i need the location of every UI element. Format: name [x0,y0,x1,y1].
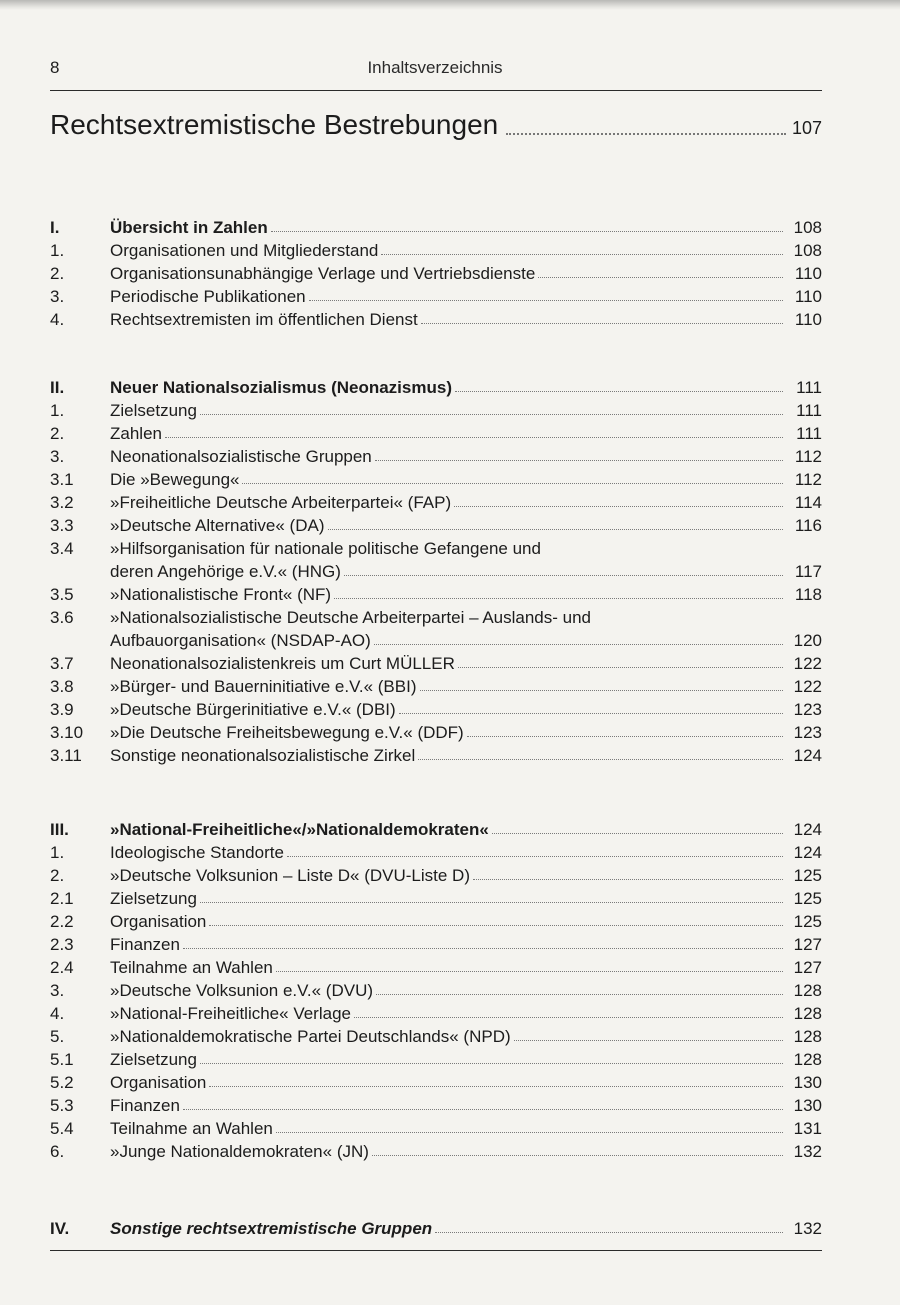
dot-leader [454,506,783,507]
entry-title: »National-Freiheitliche«/»Nationaldemokraten« [110,820,489,839]
toc-entry[interactable] [50,513,822,536]
entry-title-continued: Aufbauorganisation« (NSDAP-AO) [110,631,371,650]
toc-entry[interactable] [50,909,822,932]
running-title: Inhaltsverzeichnis [367,58,503,77]
entry-page: 124 [793,843,822,862]
dot-leader [467,736,783,737]
entry-number: IV. [50,1219,70,1238]
entry-title: »Nationalsozialistische Deutsche Arbeiterpartei – Auslands- und [110,608,591,627]
toc-entry[interactable] [50,743,822,766]
toc-entry[interactable] [50,582,822,605]
entry-title: Neonationalsozialistische Gruppen [110,447,372,466]
entry-number: 3.3 [50,516,74,535]
scan-edge [0,0,900,10]
entry-number: 3.7 [50,654,74,673]
entry-page: 127 [793,958,822,977]
entry-title: Teilnahme an Wahlen [110,1119,273,1138]
entry-number: 3. [50,981,65,1000]
entry-page: 112 [794,470,822,489]
toc-entry[interactable] [50,932,822,955]
entry-title: Finanzen [110,935,180,954]
dot-leader [458,667,783,668]
toc-entry[interactable] [50,1024,822,1047]
entry-page: 125 [793,889,822,908]
main-entry-page: 107 [791,118,822,138]
entry-number: 3.11 [50,746,82,765]
entry-number: 3. [50,287,65,306]
dot-leader [165,437,783,438]
toc-section-4 [50,1216,822,1239]
entry-page: 124 [793,820,822,839]
entry-page: 122 [793,654,822,673]
entry-page: 112 [794,447,822,466]
entry-number: 5.2 [50,1073,74,1092]
dot-leader [506,133,786,135]
toc-entry[interactable] [50,651,822,674]
entry-page: 130 [793,1096,822,1115]
entry-title-continued: deren Angehörige e.V.« (HNG) [110,562,341,581]
entry-page: 128 [793,1004,822,1023]
dot-leader [200,414,783,415]
toc-entry-continuation[interactable] [50,628,822,651]
toc-entry[interactable] [50,886,822,909]
toc-entry[interactable] [50,863,822,886]
toc-section-3 [50,817,822,1162]
toc-section-1 [50,215,822,330]
entry-title: Zielsetzung [110,401,197,420]
toc-entry[interactable] [50,1047,822,1070]
entry-number: 6. [50,1142,65,1161]
dot-leader [374,644,783,645]
dot-leader [421,323,783,324]
entry-page: 108 [793,218,822,237]
toc-entry[interactable] [50,720,822,743]
entry-page: 123 [793,700,822,719]
entry-title: Organisation [110,912,207,931]
toc-entry[interactable] [50,238,822,261]
toc-main-entry[interactable] [50,105,822,145]
entry-title: Organisationen und Mitgliederstand [110,241,379,260]
dot-leader [200,1063,783,1064]
entry-title: »Hilfsorganisation für nationale politische Gefangene und [110,539,541,558]
entry-number: 2. [50,424,65,443]
entry-page: 132 [793,1142,822,1161]
entry-title: Zahlen [110,424,162,443]
entry-number: 3. [50,447,65,466]
dot-leader [418,759,783,760]
entry-page: 130 [793,1073,822,1092]
entry-number: 1. [50,843,65,862]
entry-number: II. [50,378,65,397]
entry-page: 124 [793,746,822,765]
dot-leader [183,1109,783,1110]
entry-number: 2.4 [50,958,74,977]
toc-entry[interactable] [50,605,822,628]
entry-title: »Junge Nationaldemokraten« (JN) [110,1142,369,1161]
dot-leader [276,971,783,972]
entry-page: 122 [793,677,822,696]
dot-leader [344,575,783,576]
toc-section-heading[interactable] [50,1216,822,1239]
entry-title: »Deutsche Volksunion e.V.« (DVU) [110,981,374,1000]
entry-title: »Deutsche Alternative« (DA) [110,516,325,535]
entry-title: Sonstige neonationalsozialistische Zirkel [110,746,416,765]
entry-page: 125 [793,912,822,931]
entry-title: Ideologische Standorte [110,843,284,862]
entry-title: »Deutsche Volksunion – Liste D« (DVU-Liste D) [110,866,470,885]
entry-page: 132 [793,1219,822,1238]
toc-entry[interactable] [50,284,822,307]
entry-page: 120 [793,631,822,650]
entry-page: 128 [793,1027,822,1046]
entry-number: 2. [50,866,65,885]
dot-leader [381,254,783,255]
entry-page: 110 [794,264,822,283]
toc-entry[interactable] [50,955,822,978]
toc-entry[interactable] [50,1001,822,1024]
page-number: 8 [50,58,60,77]
entry-title: Neuer Nationalsozialismus (Neonazismus) [110,378,452,397]
toc-entry[interactable] [50,697,822,720]
dot-leader [372,1155,783,1156]
entry-page: 128 [793,1050,822,1069]
entry-number: 5.4 [50,1119,74,1138]
dot-leader [209,925,783,926]
dot-leader [399,713,783,714]
entry-number: 2.2 [50,912,74,931]
entry-title: Zielsetzung [110,889,197,908]
entry-title: Rechtsextremisten im öffentlichen Dienst [110,310,418,329]
entry-title: Die »Bewegung« [110,470,240,489]
entry-number: 1. [50,401,65,420]
entry-number: 3.4 [50,539,74,558]
entry-number: 3.6 [50,608,74,627]
entry-page: 118 [794,585,822,604]
entry-title: Neonationalsozialistenkreis um Curt MÜLLER [110,654,455,673]
entry-title: Periodische Publikationen [110,287,306,306]
dot-leader [420,690,784,691]
dot-leader [287,856,783,857]
entry-page: 131 [793,1119,822,1138]
entry-number: 5.1 [50,1050,74,1069]
toc-entry[interactable] [50,536,822,559]
entry-number: 4. [50,1004,65,1023]
toc-section-heading[interactable] [50,375,822,398]
entry-title: »Freiheitliche Deutsche Arbeiterpartei« (FAP) [110,493,452,512]
entry-title: Finanzen [110,1096,180,1115]
dot-leader [435,1232,783,1233]
entry-title: Sonstige rechtsextremistische Gruppen [110,1219,433,1238]
dot-leader [328,529,784,530]
toc-entry[interactable] [50,490,822,513]
dot-leader [200,902,783,903]
dot-leader [354,1017,783,1018]
dot-leader [376,994,783,995]
toc-section-heading[interactable] [50,215,822,238]
dot-leader [271,231,783,232]
entry-number: 3.9 [50,700,74,719]
entry-number: 3.10 [50,723,84,742]
entry-number: I. [50,218,60,237]
toc-entry[interactable] [50,421,822,444]
dot-leader [538,277,783,278]
entry-page: 110 [794,287,822,306]
entry-page: 117 [794,562,822,581]
entry-title: »National-Freiheitliche« Verlage [110,1004,351,1023]
entry-page: 111 [796,378,822,397]
toc-entry[interactable] [50,1093,822,1116]
entry-number: 4. [50,310,65,329]
entry-page: 114 [794,493,822,512]
dot-leader [242,483,783,484]
entry-number: 3.5 [50,585,74,604]
entry-page: 108 [793,241,822,260]
toc-entry[interactable] [50,1116,822,1139]
header-rule [50,90,822,91]
page-header [50,58,820,84]
toc-entry[interactable] [50,840,822,863]
entry-page: 110 [794,310,822,329]
toc-entry[interactable] [50,1070,822,1093]
toc-section-2 [50,375,822,766]
entry-title: »Bürger- und Bauerninitiative e.V.« (BBI) [110,677,417,696]
entry-title: Zielsetzung [110,1050,197,1069]
entry-title: »Die Deutsche Freiheitsbewegung e.V.« (DDF) [110,723,464,742]
entry-number: 5. [50,1027,65,1046]
entry-number: III. [50,820,69,839]
toc-entry[interactable] [50,307,822,330]
dot-leader [455,391,783,392]
dot-leader [375,460,783,461]
entry-title: Organisation [110,1073,207,1092]
dot-leader [334,598,783,599]
entry-number: 3.8 [50,677,74,696]
footer-rule [50,1250,822,1251]
dot-leader [492,833,783,834]
dot-leader [514,1040,783,1041]
toc-entry[interactable] [50,674,822,697]
toc-entry[interactable] [50,467,822,490]
entry-number: 2.3 [50,935,74,954]
dot-leader [309,300,783,301]
entry-page: 111 [796,401,822,420]
toc-entry[interactable] [50,444,822,467]
entry-title: Übersicht in Zahlen [110,218,268,237]
entry-number: 2. [50,264,65,283]
entry-number: 1. [50,241,65,260]
entry-page: 128 [793,981,822,1000]
entry-title: Organisationsunabhängige Verlage und Vertriebsdienste [110,264,536,283]
entry-page: 123 [793,723,822,742]
entry-title: »Deutsche Bürgerinitiative e.V.« (DBI) [110,700,396,719]
dot-leader [473,879,783,880]
toc-entry[interactable] [50,1139,822,1162]
entry-title: »Nationalistische Front« (NF) [110,585,332,604]
entry-number: 3.1 [50,470,74,489]
entry-title: »Nationaldemokratische Partei Deutschlands« (NPD) [110,1027,511,1046]
entry-page: 111 [796,424,822,443]
entry-page: 125 [793,866,822,885]
toc-section-heading[interactable] [50,817,822,840]
main-entry-title: Rechtsextremistische Bestrebungen [50,109,499,140]
entry-title: Teilnahme an Wahlen [110,958,273,977]
dot-leader [183,948,783,949]
toc-entry[interactable] [50,978,822,1001]
entry-number: 5.3 [50,1096,74,1115]
dot-leader [276,1132,783,1133]
entry-page: 116 [794,516,822,535]
entry-number: 3.2 [50,493,74,512]
toc-entry-continuation[interactable] [50,559,822,582]
toc-entry[interactable] [50,398,822,421]
dot-leader [209,1086,783,1087]
entry-number: 2.1 [50,889,74,908]
entry-page: 127 [793,935,822,954]
toc-entry[interactable] [50,261,822,284]
